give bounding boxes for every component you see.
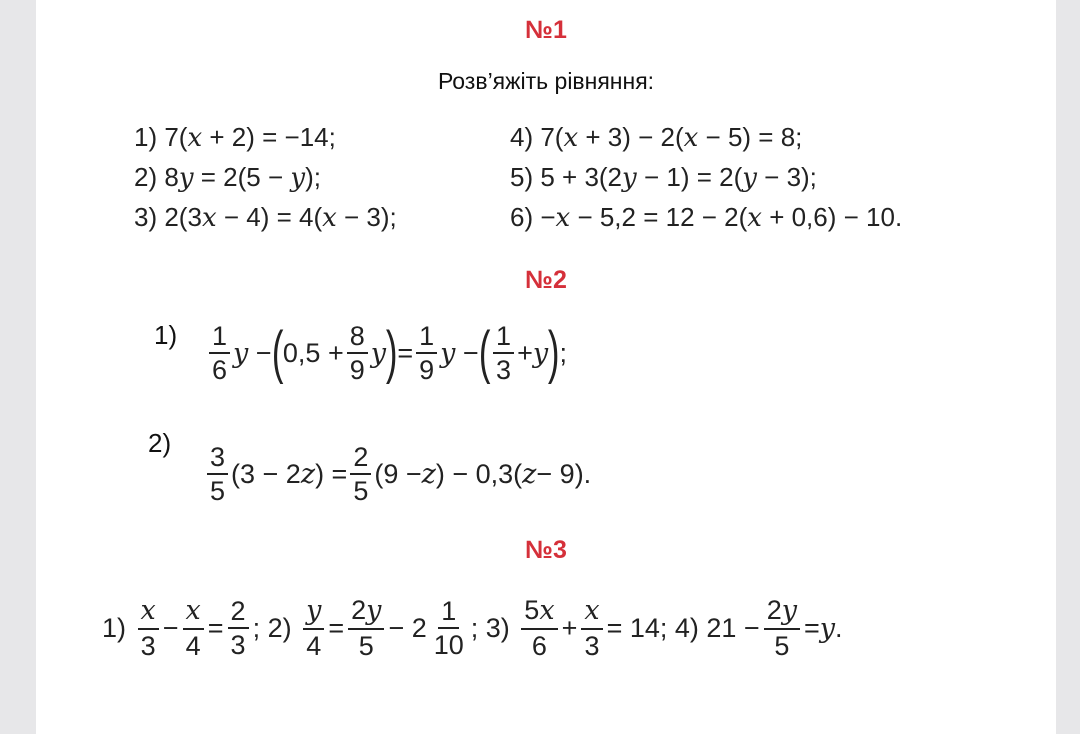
fraction: $\frac{2}{3}$: [228, 597, 249, 660]
task2-label-1: 1): [154, 320, 178, 350]
task1-equation-6: 6) −x − 5,2 = 12 − 2(x + 0,6) − 10.: [510, 202, 903, 233]
task1-equation-1: 1) 7(x + 2) = −14;: [134, 122, 336, 153]
task2-heading: №2: [525, 266, 567, 294]
task3-equations-line: 1) $\frac{x}{3}$ − $\frac{x}{4}$ = $\frac{2}{3}$ ; 2) $\frac{y}{4}$ = $\frac{2y}{5}$ − 2 $\frac{1}{10}$ ; 3) $\frac{5x}{6}$ + $\frac{x}{3}$ = 14; 4) 21 − $\frac{2y}{5}$ = y .: [102, 595, 843, 661]
fraction: $\frac{1}{3}$: [493, 322, 514, 385]
task1-equation-3: 3) 2(3x − 4) = 4(x − 3);: [134, 202, 397, 233]
fraction: $\frac{2}{5}$: [350, 443, 371, 506]
task1-instruction: Розв’яжіть рівняння:: [437, 68, 655, 94]
task1-equation-5: 5) 5 + 3(2y − 1) = 2(y − 3);: [510, 162, 817, 193]
fraction: $\frac{1}{10}$: [433, 595, 464, 660]
task2-label-2: 2): [148, 428, 172, 458]
fraction: $\frac{1}{6}$: [209, 322, 230, 385]
worksheet-page: [36, 0, 1056, 734]
task2-equation-1: $\frac{1}{6}$ y − ( 0,5 + $\frac{8}{9}$ y ) = $\frac{1}{9}$ y − ( $\frac{1}{3}$ + y ) ;: [206, 310, 567, 396]
fraction: $\frac{x}{3}$: [138, 596, 159, 660]
fraction: $\frac{3}{5}$: [207, 443, 228, 506]
fraction: $\frac{x}{4}$: [183, 596, 204, 660]
fraction: $\frac{2y}{5}$: [348, 596, 384, 660]
fraction: $\frac{2y}{5}$: [764, 596, 800, 660]
task1-equation-4: 4) 7(x + 3) − 2(x − 5) = 8;: [510, 122, 803, 153]
task1-equation-2: 2) 8y = 2(5 − y);: [134, 162, 321, 193]
fraction: $\frac{y}{4}$: [303, 596, 324, 660]
fraction: $\frac{8}{9}$: [347, 322, 368, 385]
fraction: $\frac{1}{9}$: [416, 322, 437, 385]
task3-heading: №3: [525, 536, 567, 564]
task2-equation-2: $\frac{3}{5}$ (3 − 2 z ) = $\frac{2}{5}$ (9 − z ) − 0,3( z − 9).: [204, 436, 591, 512]
task1-heading: №1: [525, 16, 567, 44]
fraction: $\frac{5x}{6}$: [521, 596, 557, 660]
fraction: $\frac{x}{3}$: [581, 596, 602, 660]
